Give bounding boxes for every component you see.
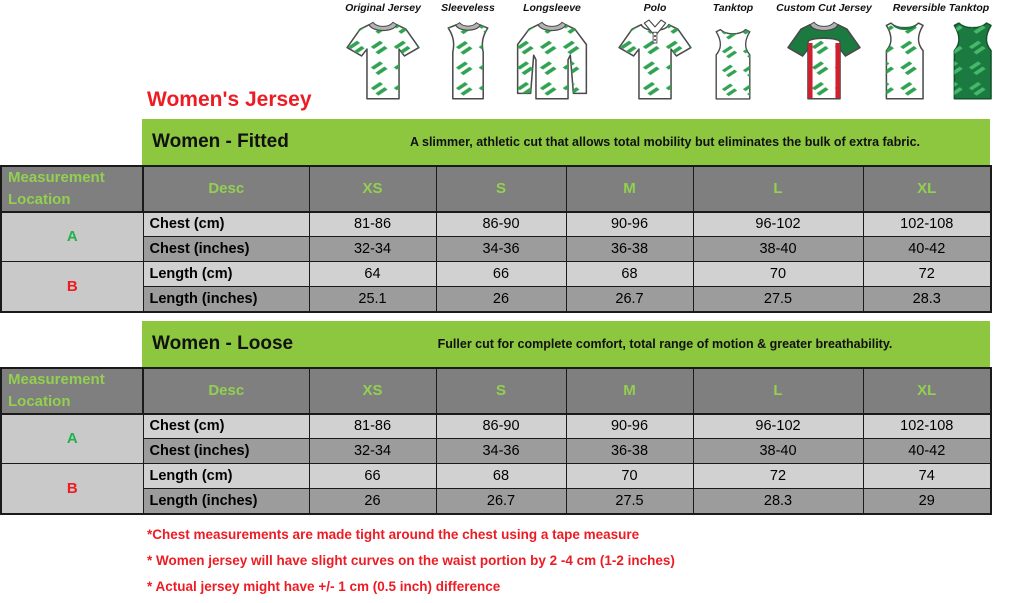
loose-size-table bbox=[0, 367, 992, 515]
table-row bbox=[1, 262, 991, 287]
jersey-figure-custom-cut bbox=[776, 2, 872, 107]
size-cell: 86-90 bbox=[436, 414, 566, 439]
size-cell: 32-34 bbox=[309, 237, 436, 262]
table-row bbox=[1, 489, 991, 514]
custom-cut-jersey-icon bbox=[781, 17, 867, 101]
col-header-xl: XL bbox=[863, 166, 991, 212]
jersey-label: Longsleeve bbox=[523, 2, 581, 14]
location-cell-b: B bbox=[1, 464, 143, 514]
desc-cell: Length (cm) bbox=[143, 262, 309, 287]
size-cell: 28.3 bbox=[863, 287, 991, 312]
footnote-waist-curves: * Women jersey will have slight curves on the waist portion by 2 -4 cm (1-2 inches) bbox=[147, 553, 675, 568]
desc-cell: Length (inches) bbox=[143, 489, 309, 514]
jersey-figure-tanktop bbox=[697, 3, 769, 107]
reversible-tanktop-icon bbox=[871, 17, 1011, 101]
jersey-label: Reversible Tanktop bbox=[892, 2, 990, 14]
size-cell: 34-36 bbox=[436, 439, 566, 464]
size-cell: 40-42 bbox=[863, 439, 991, 464]
size-cell: 96-102 bbox=[693, 212, 863, 237]
table-row bbox=[1, 237, 991, 262]
fitted-size-table bbox=[0, 165, 992, 313]
col-header-l: L bbox=[693, 166, 863, 212]
footnote-difference: * Actual jersey might have +/- 1 cm (0.5 inch) difference bbox=[147, 579, 501, 594]
section-title: Women - Fitted bbox=[152, 131, 289, 152]
size-cell: 72 bbox=[863, 262, 991, 287]
size-cell: 81-86 bbox=[309, 212, 436, 237]
size-cell: 96-102 bbox=[693, 414, 863, 439]
size-cell: 72 bbox=[693, 464, 863, 489]
size-cell: 66 bbox=[309, 464, 436, 489]
jersey-figure-polo bbox=[611, 3, 699, 107]
size-cell: 34-36 bbox=[436, 237, 566, 262]
page-title: Women's Jersey bbox=[147, 88, 312, 111]
tanktop-jersey-icon bbox=[698, 17, 768, 101]
size-cell: 68 bbox=[566, 262, 693, 287]
size-cell: 26 bbox=[436, 287, 566, 312]
section-title: Women - Loose bbox=[152, 333, 294, 354]
size-cell: 74 bbox=[863, 464, 991, 489]
col-header-l: L bbox=[693, 368, 863, 414]
size-cell: 102-108 bbox=[863, 212, 991, 237]
col-header-xl: XL bbox=[863, 368, 991, 414]
desc-cell: Chest (cm) bbox=[143, 212, 309, 237]
col-header-xs: XS bbox=[309, 166, 436, 212]
col-header-m: M bbox=[566, 166, 693, 212]
location-cell-a: A bbox=[1, 414, 143, 464]
location-cell-a: A bbox=[1, 212, 143, 262]
table-header-row bbox=[1, 368, 991, 414]
corner-header: Measurement Location bbox=[1, 368, 143, 414]
col-header-xs: XS bbox=[309, 368, 436, 414]
desc-cell: Length (cm) bbox=[143, 464, 309, 489]
size-cell: 29 bbox=[863, 489, 991, 514]
size-cell: 36-38 bbox=[566, 439, 693, 464]
size-cell: 26 bbox=[309, 489, 436, 514]
col-header-s: S bbox=[436, 368, 566, 414]
desc-cell: Chest (cm) bbox=[143, 414, 309, 439]
size-cell: 86-90 bbox=[436, 212, 566, 237]
size-cell: 90-96 bbox=[566, 414, 693, 439]
size-cell: 38-40 bbox=[693, 439, 863, 464]
jersey-label: Polo bbox=[643, 2, 667, 14]
section-header-fitted bbox=[142, 119, 990, 165]
original-jersey-icon bbox=[339, 17, 427, 101]
jersey-figure-sleeveless bbox=[429, 3, 507, 107]
table-row bbox=[1, 212, 991, 237]
desc-cell: Length (inches) bbox=[143, 287, 309, 312]
sleeveless-jersey-icon bbox=[430, 17, 506, 101]
size-cell: 81-86 bbox=[309, 414, 436, 439]
size-cell: 70 bbox=[566, 464, 693, 489]
col-header-s: S bbox=[436, 166, 566, 212]
size-cell: 27.5 bbox=[693, 287, 863, 312]
size-cell: 66 bbox=[436, 262, 566, 287]
size-cell: 102-108 bbox=[863, 414, 991, 439]
section-description: A slimmer, athletic cut that allows total mobility but eliminates the bulk of extra fabric. bbox=[409, 135, 921, 149]
size-cell: 40-42 bbox=[863, 237, 991, 262]
location-cell-b: B bbox=[1, 262, 143, 312]
size-cell: 27.5 bbox=[566, 489, 693, 514]
col-header-desc: Desc bbox=[143, 368, 309, 414]
table-row bbox=[1, 287, 991, 312]
jersey-figure-longsleeve bbox=[505, 3, 599, 107]
col-header-m: M bbox=[566, 368, 693, 414]
size-cell: 32-34 bbox=[309, 439, 436, 464]
jersey-label: Original Jersey bbox=[345, 2, 421, 14]
jersey-figure-reversible bbox=[871, 3, 1011, 107]
footnote-chest-measurement: *Chest measurements are made tight around the chest using a tape measure bbox=[147, 527, 640, 542]
size-cell: 38-40 bbox=[693, 237, 863, 262]
table-row bbox=[1, 414, 991, 439]
table-row bbox=[1, 464, 991, 489]
desc-cell: Chest (inches) bbox=[143, 237, 309, 262]
size-cell: 26.7 bbox=[436, 489, 566, 514]
size-cell: 28.3 bbox=[693, 489, 863, 514]
size-cell: 26.7 bbox=[566, 287, 693, 312]
size-cell: 36-38 bbox=[566, 237, 693, 262]
size-cell: 70 bbox=[693, 262, 863, 287]
size-cell: 25.1 bbox=[309, 287, 436, 312]
jersey-figure-original bbox=[337, 3, 429, 107]
desc-cell: Chest (inches) bbox=[143, 439, 309, 464]
polo-jersey-icon bbox=[613, 17, 697, 101]
jersey-label: Custom Cut Jersey bbox=[776, 2, 872, 14]
col-header-desc: Desc bbox=[143, 166, 309, 212]
jersey-label: Tanktop bbox=[712, 2, 754, 14]
size-cell: 68 bbox=[436, 464, 566, 489]
longsleeve-jersey-icon bbox=[507, 17, 597, 101]
size-cell: 90-96 bbox=[566, 212, 693, 237]
table-row bbox=[1, 439, 991, 464]
section-header-loose bbox=[142, 321, 990, 367]
jersey-label: Sleeveless bbox=[441, 2, 495, 14]
size-cell: 64 bbox=[309, 262, 436, 287]
corner-header: Measurement Location bbox=[1, 166, 143, 212]
section-description: Fuller cut for complete comfort, total range of motion & greater breathability. bbox=[437, 337, 893, 351]
table-header-row bbox=[1, 166, 991, 212]
